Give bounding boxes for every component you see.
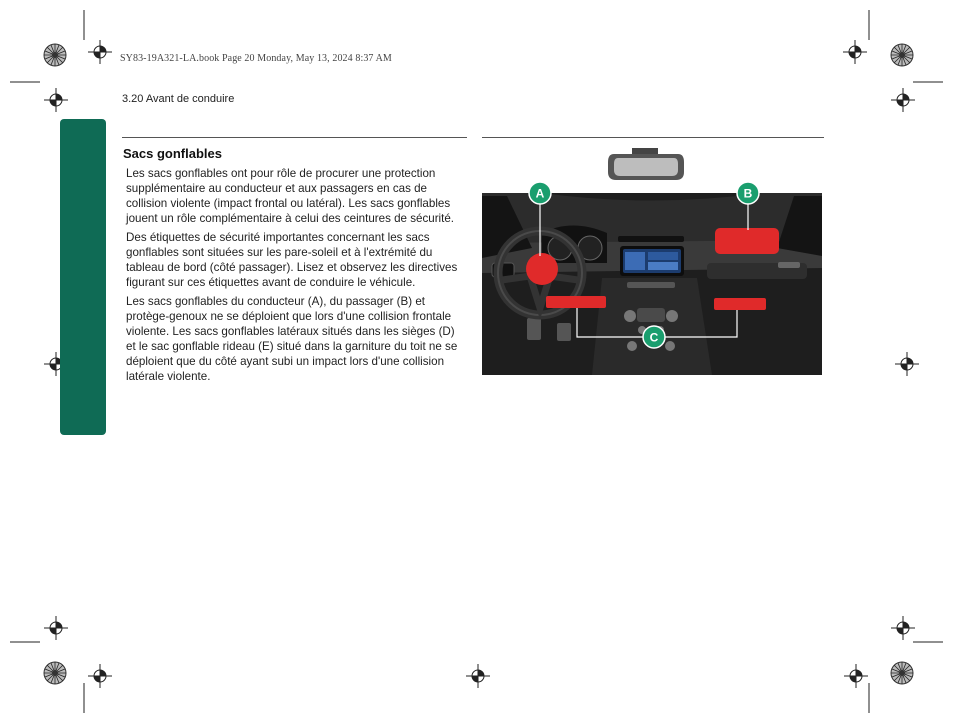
column-rule-right: [482, 137, 824, 138]
callout-a-label: A: [535, 186, 545, 201]
rearview-mirror: [608, 148, 684, 180]
dashboard-airbag-illustration: [482, 148, 822, 375]
callout-c: [643, 326, 665, 348]
passenger-knee-airbag: [714, 298, 766, 310]
section-title: Sacs gonflables: [123, 146, 222, 161]
paragraph-3: Les sacs gonflables du conducteur (A), du passager (B) et protège-genoux ne se déploient que lors d'une collision frontale violente. Les sacs gonflables latéraux situés dans les sièges (D) et le sac gonflable rideau (E) situé dans la garniture du toit ne se déploient que du côté ayant subi un impact lors d'une collision latérale violente.: [126, 295, 458, 383]
column-rule-left: [122, 137, 467, 138]
callout-b: [737, 182, 759, 204]
section-body: [126, 166, 466, 388]
driver-airbag: [526, 253, 558, 285]
callout-b-label: B: [743, 186, 753, 201]
callout-c-label: C: [649, 330, 659, 345]
callout-a: [529, 182, 551, 204]
file-slug-line: SY83-19A321-LA.book Page 20 Monday, May 13, 2024 8:37 AM: [120, 53, 392, 64]
paragraph-1: Les sacs gonflables ont pour rôle de procurer une protection supplémentaire au conducteur et aux passagers en cas de collision violente (impact frontal ou latéral). Les sacs gonflables jouent un rôle complémentaire à celui des ceintures de sécurité.: [126, 167, 455, 225]
paragraph-2: Des étiquettes de sécurité importantes concernant les sacs gonflables sont situées sur les pare-soleil et à l'extrémité du tableau de bord (côté passager). Lisez et observez les directives figurant sur ces étiquettes avant de conduire le véhicule.: [126, 231, 458, 289]
driver-knee-airbag: [546, 296, 606, 308]
page-header: 3.20 Avant de conduire: [122, 93, 235, 105]
chapter-tab: [60, 119, 106, 435]
passenger-airbag: [715, 228, 779, 254]
